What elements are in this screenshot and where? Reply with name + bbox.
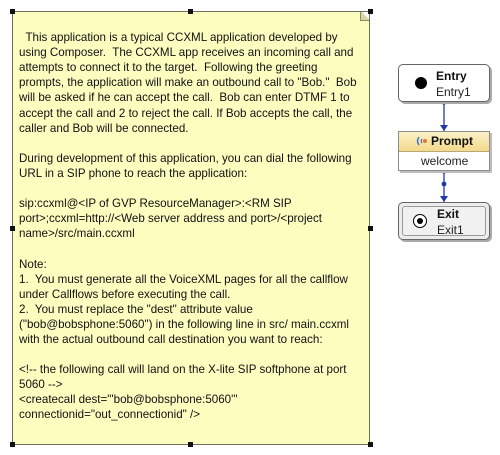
resize-handle-bottom[interactable] — [188, 442, 193, 447]
note-text: This application is a typical CCXML application developed by using Composer. The CCXML app receives an incoming call and attempts to connect it to the target. Following the greeting prompts, the application will make an outbound call to "Bob." Bob will be asked if he can accept the call. Bob can enter DTMF 1 to accept the call and 2 to reject the call. If Bob accepts the call, the caller and Bob will be connected. During development of this application, you can dial the following URL in a SIP phone to reach the application: sip:ccxml@<IP of GVP ResourceManager>:<RM SIP port>;ccxml=http://<Web server address and port>/<project name>/src/main.ccxml Note: 1. You must generate all the VoiceXML pages for all the callflow under Callflows before executing the call. 2. You must replace the "dest" attribute value ("bob@bobsphone:5060") in the following line in src/ main.ccxml with the actual outbound call destination you want to reach: <!-- the following call will land on the X-lite SIP softphone at port 5060 --> <createcall dest="'bob@bobsphone:5060'" connectionid="out_connectionid" /> — [19, 31, 357, 422]
exit-name: Exit1 — [437, 223, 464, 237]
resize-handle-left[interactable] — [10, 226, 15, 231]
resize-handle-bottom-right[interactable] — [368, 442, 373, 447]
exit-title: Exit — [437, 207, 460, 221]
exit-block[interactable] — [398, 202, 490, 240]
prompt-name: welcome — [421, 154, 469, 168]
connector-prompt-to-exit[interactable] — [440, 168, 448, 202]
comment-note[interactable] — [12, 11, 370, 445]
resize-handle-bottom-left[interactable] — [10, 442, 15, 447]
prompt-block[interactable] — [398, 131, 490, 171]
connector-entry-to-prompt[interactable] — [440, 99, 448, 131]
prompt-speech-icon — [415, 134, 429, 148]
exit-icon — [413, 214, 427, 228]
entry-icon — [415, 77, 427, 89]
resize-handle-top-right[interactable] — [368, 9, 373, 14]
resize-handle-top-left[interactable] — [10, 9, 15, 14]
resize-handle-right[interactable] — [368, 226, 373, 231]
prompt-header — [399, 132, 489, 152]
entry-block[interactable] — [398, 64, 490, 102]
entry-title: Entry — [436, 69, 467, 83]
resize-handle-top[interactable] — [188, 9, 193, 14]
entry-name: Entry1 — [436, 85, 471, 99]
prompt-title: Prompt — [431, 134, 473, 148]
